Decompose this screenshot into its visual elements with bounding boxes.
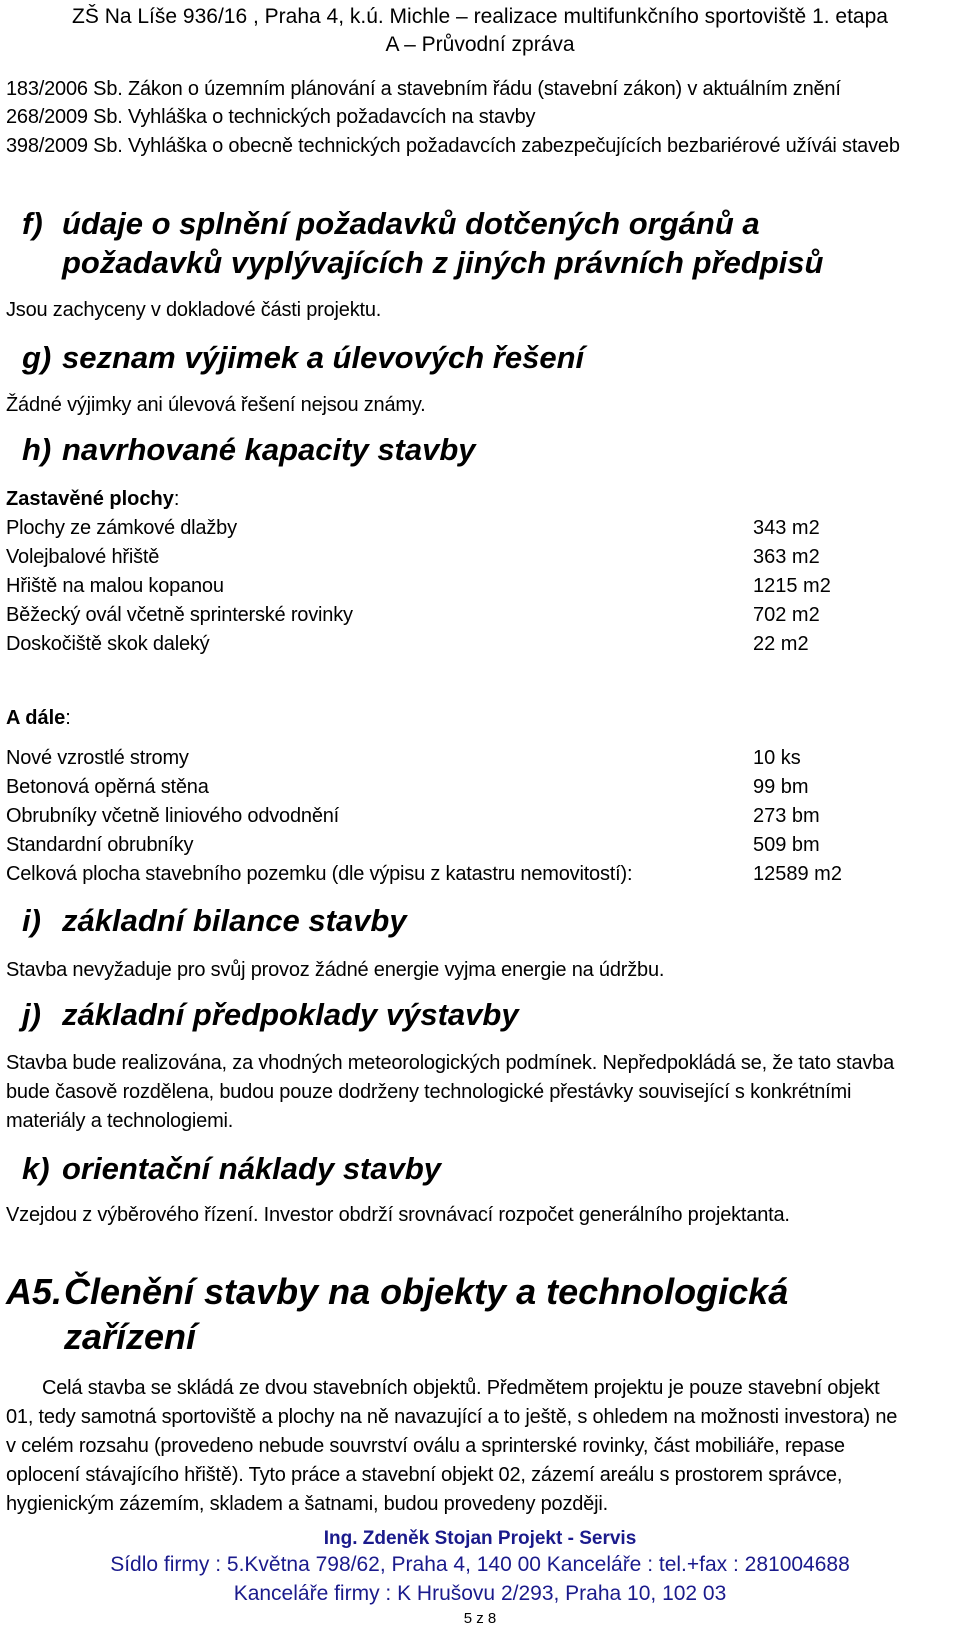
footer-address-line1: Sídlo firmy : 5.Května 798/62, Praha 4, 140 00 Kanceláře : tel.+fax : 281004688 — [110, 1553, 850, 1576]
table-row — [6, 543, 946, 571]
section-k-text: Vzejdou z výběrového řízení. Investor obdrží srovnávací rozpočet generálního projektanta. — [6, 1204, 790, 1226]
section-i-text: Stavba nevyžaduje pro svůj provoz žádné energie vyjma energie na údržbu. — [6, 959, 665, 981]
table-row — [6, 601, 946, 629]
document-header-title: ZŠ Na Líše 936/16 , Praha 4, k.ú. Michle – realizace multifunkčního sportoviště 1. etapa — [72, 5, 888, 28]
section-a5-number: A5. — [6, 1271, 63, 1312]
section-a5-title-line1: Členění stavby na objekty a technologická — [64, 1271, 789, 1312]
section-a5-title-line2: zařízení — [64, 1316, 197, 1357]
capacity-item-value: 343 m2 — [753, 517, 820, 539]
footer-address-line2: Kanceláře firmy : K Hrušovu 2/293, Praha 10, 102 03 — [233, 1582, 727, 1605]
capacity-item-label: Betonová opěrná stěna — [6, 776, 209, 798]
capacity-item-value: 99 bm — [753, 776, 809, 798]
section-f-text: Jsou zachyceny v dokladové části projektu. — [6, 299, 382, 321]
document-header-subtitle: A – Průvodní zpráva — [385, 33, 575, 56]
capacity-item-label: Hřiště na malou kopanou — [6, 575, 224, 597]
capacity-item-label: Celková plocha stavebního pozemku (dle výpisu z katastru nemovitostí): — [6, 863, 633, 885]
section-f-title-line2: požadavků vyplývajících z jiných právních předpisů — [62, 245, 824, 280]
table-row — [6, 514, 946, 542]
section-j-letter: j) — [22, 997, 41, 1032]
capacity-item-value: 509 bm — [753, 834, 820, 856]
section-i-heading — [22, 903, 407, 939]
built-areas-label: Zastavěné plochy: — [6, 488, 180, 510]
law-reference-1: 183/2006 Sb. Zákon o územním plánování a stavebním řádu (stavební zákon) v aktuálním znění — [6, 78, 841, 100]
law-reference-3: 398/2009 Sb. Vyhláška o obecně technických požadavcích zabezpečujících bezbariérové užívái staveb — [6, 135, 900, 157]
section-g-letter: g) — [22, 340, 52, 375]
section-h-heading — [22, 432, 476, 468]
section-j-text-line2: bude časově rozdělena, budou pouze dodrženy technologické přestávky související s konkrétními — [6, 1081, 852, 1103]
capacity-item-value: 22 m2 — [753, 633, 809, 655]
section-g-title: seznam výjimek a úlevových řešení — [62, 340, 585, 375]
page-number: 5 z 8 — [463, 1610, 497, 1627]
table-row — [6, 831, 946, 859]
table-row — [6, 630, 946, 658]
capacity-item-label: Obrubníky včetně liniového odvodnění — [6, 805, 340, 827]
section-i-title: základní bilance stavby — [62, 903, 407, 938]
section-j-title: základní předpoklady výstavby — [62, 997, 519, 1032]
capacity-item-label: Volejbalové hřiště — [6, 546, 160, 568]
section-j-text-line1: Stavba bude realizována, za vhodných meteorologických podmínek. Nepředpokládá se, že tato stavba — [6, 1052, 895, 1074]
table-row — [6, 773, 946, 801]
section-k-title: orientační náklady stavby — [62, 1151, 442, 1186]
section-f-title-line1: údaje o splnění požadavků dotčených orgánů a — [62, 206, 760, 241]
section-k-letter: k) — [22, 1151, 50, 1186]
capacity-item-label: Běžecký ovál včetně sprinterské rovinky — [6, 604, 353, 626]
section-h-title: navrhované kapacity stavby — [62, 432, 476, 467]
table-row — [6, 744, 946, 772]
further-items-label: A dále: — [6, 707, 71, 729]
capacity-item-label: Doskočiště skok daleký — [6, 633, 210, 655]
section-a5-text-line3: v celém rozsahu (provedeno nebude souvrství oválu a sprinterské rovinky, část mobiliáře, repase — [6, 1435, 845, 1457]
footer-company: Ing. Zdeněk Stojan Projekt - Servis — [323, 1528, 637, 1549]
section-a5-text-line1: Celá stavba se skládá ze dvou stavebních objektů. Předmětem projektu je pouze stavební objekt — [42, 1377, 880, 1399]
capacity-item-label: Standardní obrubníky — [6, 834, 194, 856]
capacity-item-value: 12589 m2 — [753, 863, 842, 885]
section-g-heading — [22, 340, 584, 376]
capacity-item-label: Plochy ze zámkové dlažby — [6, 517, 237, 539]
table-row — [6, 860, 946, 888]
capacity-item-value: 10 ks — [753, 747, 801, 769]
capacity-item-value: 363 m2 — [753, 546, 820, 568]
section-h-letter: h) — [22, 432, 52, 467]
section-j-text-line3: materiály a technologiemi. — [6, 1110, 234, 1132]
table-row — [6, 572, 946, 600]
capacity-item-value: 702 m2 — [753, 604, 820, 626]
capacity-item-label: Nové vzrostlé stromy — [6, 747, 189, 769]
section-f-letter: f) — [22, 206, 43, 241]
section-f-heading — [22, 206, 760, 242]
section-i-letter: i) — [22, 903, 41, 938]
section-a5-heading — [6, 1271, 788, 1313]
law-reference-2: 268/2009 Sb. Vyhláška o technických požadavcích na stavby — [6, 106, 536, 128]
section-j-heading — [22, 997, 519, 1033]
capacity-item-value: 1215 m2 — [753, 575, 831, 597]
section-a5-text-line2: 01, tedy samotná sportoviště a plochy na ně navazující a to ještě, s ohledem na možnosti investora) ne — [6, 1406, 898, 1428]
capacity-item-value: 273 bm — [753, 805, 820, 827]
section-a5-text-line5: hygienickým zázemím, skladem a šatnami, budou provedeny později. — [6, 1493, 608, 1515]
section-k-heading — [22, 1151, 441, 1187]
section-a5-text-line4: oplocení stávajícího hřiště). Tyto práce a stavební objekt 02, zázemí areálu s prostorem správce, — [6, 1464, 843, 1486]
table-row — [6, 802, 946, 830]
section-g-text: Žádné výjimky ani úlevová řešení nejsou známy. — [6, 394, 426, 416]
